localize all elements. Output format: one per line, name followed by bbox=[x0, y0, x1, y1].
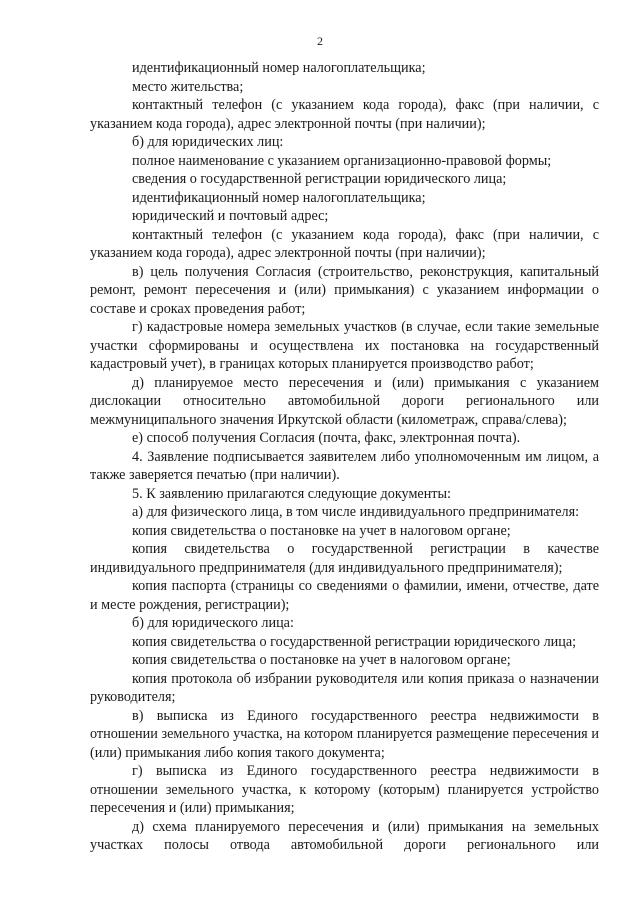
paragraph-taxpayer-id: идентификационный номер налогоплательщика; bbox=[132, 60, 426, 76]
paragraph-passport: копия паспорта (страницы со сведениями о фамилии, имени, отчестве, дате и месте рождения, регистрации); bbox=[90, 578, 599, 613]
paragraph-legal-address: юридический и почтовый адрес; bbox=[132, 208, 329, 224]
paragraph-tax-certificate-legal: копия свидетельства о постановке на учет в налоговом органе; bbox=[132, 652, 511, 668]
paragraph-planned-location: д) планируемое место пересечения и (или) примыкания с указанием дислокации относительно автомобильной дороги регионального или межмуниципального значения Иркутской области (километраж, справа/слева); bbox=[90, 374, 599, 428]
paragraph-attachments: 5. К заявлению прилагаются следующие документы: bbox=[132, 485, 451, 502]
paragraph-registry-extract-adjacent: г) выписка из Единого государственного реестра недвижимости в отношении земельного участка, к которому (которым) планируется устройство пересечения и (или) примыкания; bbox=[90, 763, 599, 816]
paragraph-director-protocol: копия протокола об избрании руководителя или копия приказа о назначении руководителя; bbox=[90, 670, 599, 705]
paragraph-entrepreneur-certificate: копия свидетельства о государственной регистрации в качестве индивидуального предпринимателя (для индивидуального предпринимателя); bbox=[90, 541, 599, 576]
paragraph-tax-certificate: копия свидетельства о постановке на учет в налоговом органе; bbox=[132, 522, 511, 539]
paragraph-scheme: д) схема планируемого пересечения и (или) примыкания на земельных участках полосы отвода автомобильной дороги регионального или bbox=[90, 818, 599, 853]
paragraph-state-registration: сведения о государственной регистрации юридического лица; bbox=[132, 171, 507, 187]
paragraph-individual: а) для физического лица, в том числе индивидуального предпринимателя: bbox=[132, 504, 580, 520]
paragraph-contact-phone-legal: контактный телефон (с указанием кода города), факс (при наличии, с указанием кода города), адрес электронной почты (при наличии); bbox=[90, 226, 599, 261]
paragraph-legal-entities: б) для юридических лиц: bbox=[132, 134, 284, 150]
paragraph-contact-phone: контактный телефон (с указанием кода города), факс (при наличии, с указанием кода города), адрес электронной почты (при наличии); bbox=[90, 97, 599, 132]
paragraph-consent-method: е) способ получения Согласия (почта, факс, электронная почта). bbox=[132, 430, 521, 446]
paragraph-full-name: полное наименование с указанием организационно-правовой формы; bbox=[132, 152, 552, 169]
paragraph-purpose: в) цель получения Согласия (строительство, реконструкция, капитальный ремонт, ремонт пересечения и (или) примыкания) с указанием информации о составе и сроках проведения работ; bbox=[90, 263, 599, 317]
page-number: 2 bbox=[317, 34, 323, 48]
paragraph-registration-certificate: копия свидетельства о государственной регистрации юридического лица; bbox=[132, 633, 577, 650]
paragraph-legal-entity: б) для юридического лица: bbox=[132, 615, 294, 631]
paragraph-signature: 4. Заявление подписывается заявителем либо уполномоченным им лицом, а также заверяется печатью (при наличии). bbox=[90, 448, 599, 483]
paragraph-registry-extract-land: в) выписка из Единого государственного реестра недвижимости в отношении земельного участка, на котором планируется размещение пересечения и (или) примыкания либо копия такого документа; bbox=[90, 707, 599, 761]
paragraph-residence: место жительства; bbox=[132, 78, 244, 95]
paragraph-taxpayer-id-legal: идентификационный номер налогоплательщика; bbox=[132, 189, 426, 206]
paragraph-cadastral-numbers: г) кадастровые номера земельных участков (в случае, если такие земельные участки сформированы и осуществлена их постановка на государственный кадастровый учет), в границах которых планируется производство работ; bbox=[90, 319, 599, 372]
document-body bbox=[90, 59, 599, 855]
